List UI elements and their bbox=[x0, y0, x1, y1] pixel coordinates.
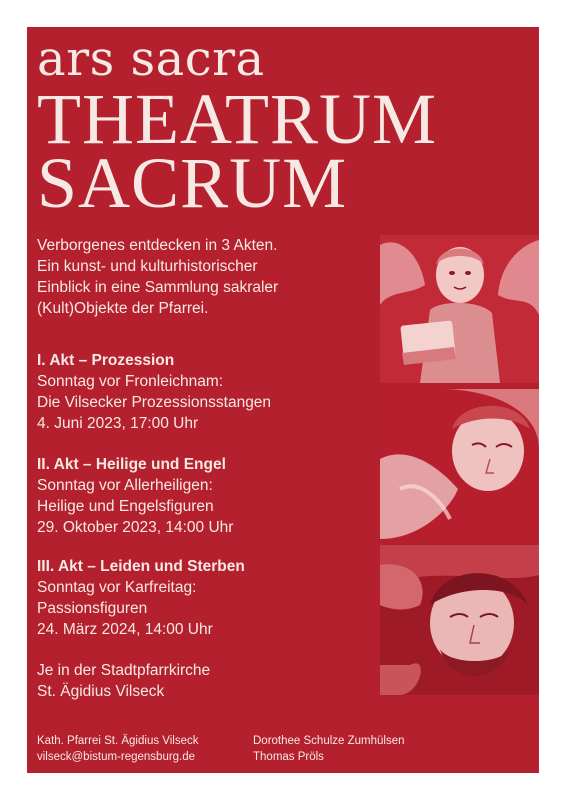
author-name: Dorothee Schulze Zumhülsen bbox=[253, 735, 405, 747]
act-heading: II. Akt – Heilige und Engel bbox=[37, 456, 226, 473]
act-line: Passionsfiguren bbox=[37, 600, 148, 617]
act-heading: III. Akt – Leiden und Sterben bbox=[37, 558, 245, 575]
christ-head-photo bbox=[380, 545, 539, 695]
act-line: Sonntag vor Fronleichnam: bbox=[37, 373, 224, 390]
author-name: Thomas Pröls bbox=[253, 751, 324, 763]
act-line: Sonntag vor Karfreitag: bbox=[37, 579, 197, 596]
intro-text bbox=[37, 235, 367, 319]
venue-line: St. Ägidius Vilseck bbox=[37, 683, 165, 700]
intro-line: (Kult)Objekte der Pfarrei. bbox=[37, 300, 209, 317]
act-1 bbox=[37, 350, 367, 434]
act-date: 4. Juni 2023, 17:00 Uhr bbox=[37, 415, 199, 432]
footer-parish bbox=[37, 733, 199, 765]
footer-authors bbox=[253, 733, 405, 765]
title-ars-sacra: ars sacra bbox=[37, 31, 265, 87]
intro-line: Verborgenes entdecken in 3 Akten. bbox=[37, 237, 278, 254]
saint-head-photo bbox=[380, 389, 539, 539]
act-date: 24. März 2024, 14:00 Uhr bbox=[37, 621, 213, 638]
parish-name: Kath. Pfarrei St. Ägidius Vilseck bbox=[37, 735, 199, 747]
intro-line: Einblick in eine Sammlung sakraler bbox=[37, 279, 279, 296]
act-2 bbox=[37, 454, 367, 538]
title-sacrum: SACRUM bbox=[37, 143, 348, 223]
act-3 bbox=[37, 556, 367, 640]
act-heading: I. Akt – Prozession bbox=[37, 352, 175, 369]
venue bbox=[37, 660, 210, 702]
act-line: Die Vilsecker Prozessionsstangen bbox=[37, 394, 272, 411]
title-theatrum: THEATRUM bbox=[37, 79, 437, 159]
poster bbox=[27, 27, 539, 773]
act-date: 29. Oktober 2023, 14:00 Uhr bbox=[37, 519, 234, 536]
act-line: Sonntag vor Allerheiligen: bbox=[37, 477, 213, 494]
angel-figure-photo bbox=[380, 235, 539, 383]
act-line: Heilige und Engelsfiguren bbox=[37, 498, 214, 515]
parish-email: vilseck@bistum-regensburg.de bbox=[37, 751, 196, 763]
venue-line: Je in der Stadtpfarrkirche bbox=[37, 662, 211, 679]
intro-line: Ein kunst- und kulturhistorischer bbox=[37, 258, 258, 275]
